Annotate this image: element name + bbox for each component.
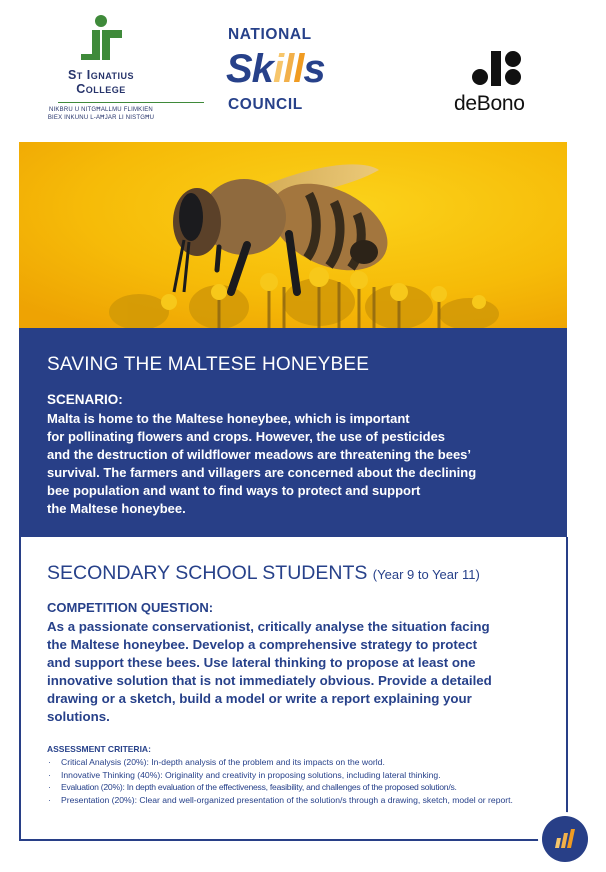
criteria-text: Critical Analysis (20%): In-depth analysis of the problem and its impacts on the world. <box>61 757 385 767</box>
nsc-skills-wordmark <box>226 42 325 96</box>
de-bono-name: deBono <box>454 92 525 115</box>
question-line: the Maltese honeybee. Develop a comprehensive strategy to protect <box>47 637 478 652</box>
competition-question-panel <box>19 537 568 841</box>
nsc-sk: Sk <box>226 47 273 91</box>
st-ignatius-tagline <box>37 106 165 122</box>
scenario-panel <box>19 328 567 537</box>
st-ignatius-tagline-line1: NIKBRU U NITGĦALLMU FLIMKIEN <box>49 107 153 113</box>
audience-title <box>47 562 480 585</box>
criteria-item <box>47 781 562 794</box>
scenario-line: survival. The farmers and villagers are concerned about the declining <box>47 465 477 480</box>
st-ignatius-name-line1: St Ignatius <box>67 68 135 82</box>
st-ignatius-college-logo <box>40 14 160 124</box>
nsc-l2: l <box>293 47 304 91</box>
criteria-item <box>47 769 562 782</box>
criteria-text: Evaluation (20%): In depth evaluation of the effectiveness, feasibility, and challenges of the proposed solution/s. <box>61 782 457 792</box>
question-line: innovative solution that is not immediately obvious. Provide a detailed <box>47 673 492 688</box>
national-skills-council-logo <box>222 24 362 116</box>
criteria-item <box>47 794 562 807</box>
st-ignatius-tagline-line2: BIEX INKUNU L-AĦJAR LI NISTGĦU <box>47 115 155 121</box>
nsc-i: i <box>272 47 284 91</box>
audience-year-range: (Year 9 to Year 11) <box>372 567 480 582</box>
bullet-icon: · <box>48 782 51 792</box>
criteria-text: Innovative Thinking (40%): Originality and creativity in proposing solutions, including lateral thinking. <box>61 769 441 780</box>
st-ignatius-name <box>40 68 162 96</box>
challenge-title: SAVING THE MALTESE HONEYBEE <box>47 354 370 375</box>
assessment-criteria-heading: ASSESSMENT CRITERIA: <box>47 744 151 754</box>
bullet-icon: · <box>48 757 51 767</box>
scenario-line: the Maltese honeybee. <box>47 501 186 516</box>
st-ignatius-name-line2: College <box>76 82 126 96</box>
scenario-heading: SCENARIO: <box>47 392 123 407</box>
nsc-l1: l <box>283 47 294 91</box>
scenario-line: Malta is home to the Maltese honeybee, which is important <box>47 411 410 426</box>
scenario-line: and the destruction of wildflower meadows are threatening the bees’ <box>47 447 472 462</box>
scenario-line: for pollinating flowers and crops. However, the use of pesticides <box>47 429 446 444</box>
de-bono-logo <box>450 40 550 120</box>
skills-badge <box>542 816 588 862</box>
question-line: solutions. <box>47 709 110 724</box>
st-ignatius-divider <box>58 102 204 103</box>
question-line: and support these bees. Use lateral thinking to propose at least one <box>47 655 476 670</box>
criteria-item <box>47 756 562 769</box>
st-ignatius-jr-mark-icon <box>78 14 124 66</box>
honeybee-photo <box>19 142 567 328</box>
de-bono-mark-icon <box>472 48 528 90</box>
skills-bars-icon <box>542 816 588 862</box>
scenario-line: bee population and want to find ways to protect and support <box>47 483 421 498</box>
scenario-text <box>47 410 559 518</box>
question-line: drawing or a sketch, build a model or write a report explaining your <box>47 691 472 706</box>
bullet-icon: · <box>48 769 51 780</box>
audience-title-text: SECONDARY SCHOOL STUDENTS <box>47 562 368 584</box>
honeybee-illustration-icon <box>19 142 567 328</box>
bullet-icon: · <box>48 794 51 805</box>
question-line: As a passionate conservationist, critically analyse the situation facing <box>47 619 490 634</box>
nsc-council-text: COUNCIL <box>228 96 303 113</box>
competition-question-heading: COMPETITION QUESTION: <box>47 600 214 615</box>
criteria-text: Presentation (20%): Clear and well-organized presentation of the solution/s through a drawing, sketch, model or report. <box>61 794 513 805</box>
assessment-criteria-list <box>47 756 562 806</box>
nsc-s: s <box>303 47 325 91</box>
nsc-national-text: NATIONAL <box>228 26 312 43</box>
competition-question-text <box>47 618 562 726</box>
